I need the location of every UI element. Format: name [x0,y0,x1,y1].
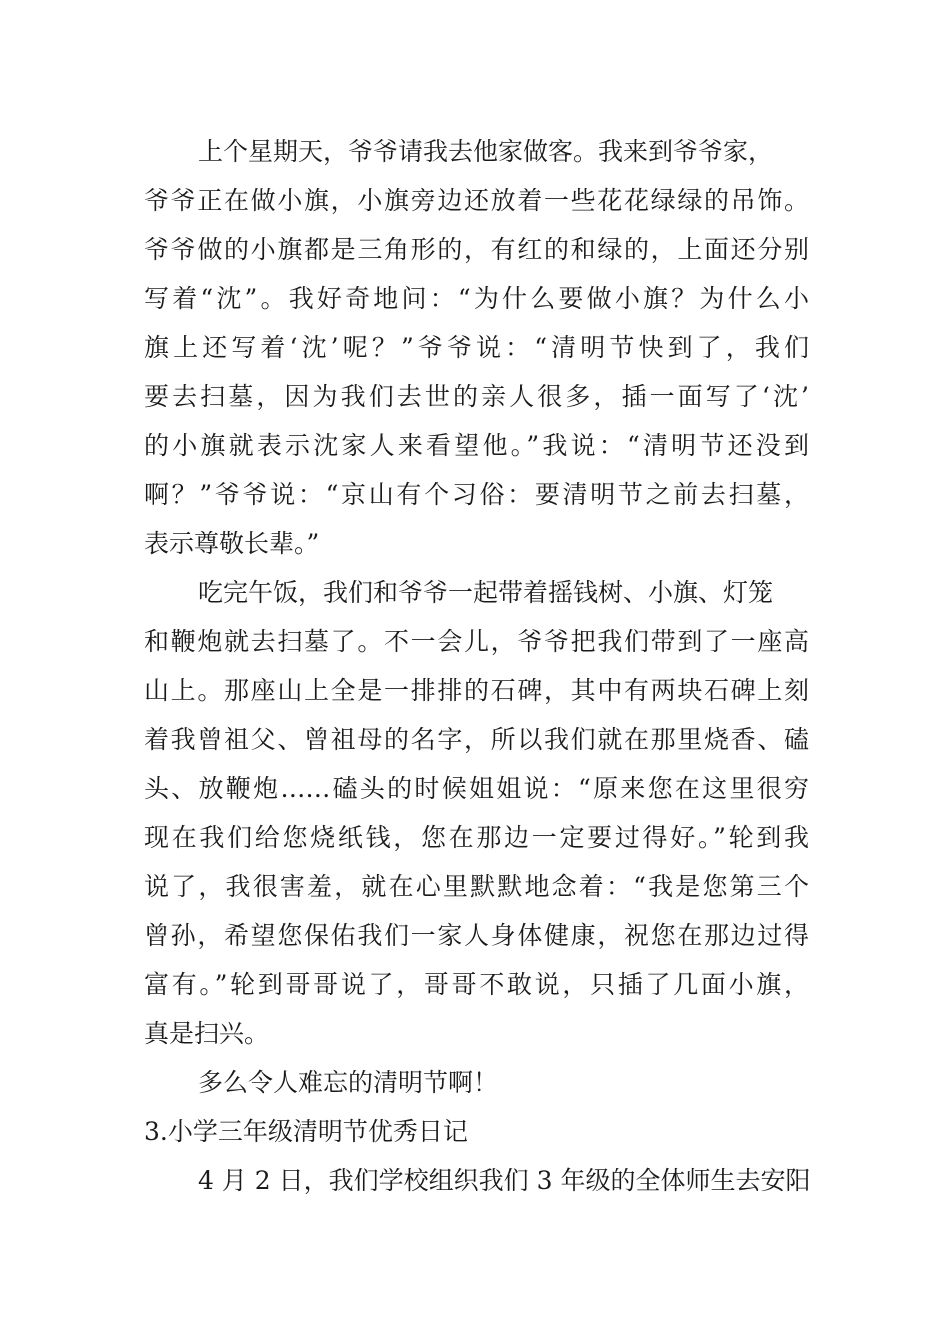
text-line: 头、放鞭炮……磕头的时候姐姐说：“原来您在这里很穷 [144,774,809,803]
text-line: 爷爷正在做小旗，小旗旁边还放着一些花花绿绿的吊饰。 [144,186,809,215]
text-line: 现在我们给您烧纸钱，您在那边一定要过得好。”轮到我 [144,823,809,852]
text-line: 着我曾祖父、曾祖母的名字，所以我们就在那里烧香、磕 [144,725,809,754]
paragraph-4 [144,1156,809,1205]
text-line: 多么令人难忘的清明节啊！ [198,1068,499,1097]
text-line: 富有。”轮到哥哥说了，哥哥不敢说，只插了几面小旗， [144,970,809,999]
section-heading [144,1107,809,1156]
paragraph-1 [144,127,809,568]
paragraph-2 [144,568,809,1058]
text-line: 真是扫兴。 [144,1019,270,1048]
heading-text: 3.小学三年级清明节优秀日记 [144,1117,468,1146]
text-line: 上个星期天，爷爷请我去他家做客。我来到爷爷家， [198,137,774,166]
text-line: 旗上还写着‘沈’呢？”爷爷说：“清明节快到了，我们 [144,333,809,362]
document-body [144,127,809,1205]
paragraph-3 [144,1058,809,1107]
text-line: 说了，我很害羞，就在心里默默地念着：“我是您第三个 [144,872,809,901]
text-line: 要去扫墓，因为我们去世的亲人很多，插一面写了‘沈’ [144,382,809,411]
text-line: 4 月 2 日，我们学校组织我们 3 年级的全体师生去安阳 [198,1166,811,1195]
text-line: 和鞭炮就去扫墓了。不一会儿，爷爷把我们带到了一座高 [144,627,809,656]
text-line: 写着“沈”。我好奇地问：“为什么要做小旗？为什么小 [144,284,809,313]
text-line: 表示尊敬长辈。” [144,529,320,558]
text-line: 山上。那座山上全是一排排的石碑，其中有两块石碑上刻 [144,676,809,705]
text-line: 啊？”爷爷说：“京山有个习俗：要清明节之前去扫墓， [144,480,809,509]
text-line: 的小旗就表示沈家人来看望他。”我说：“清明节还没到 [144,431,809,460]
text-line: 吃完午饭，我们和爷爷一起带着摇钱树、小旗、灯笼 [198,578,774,607]
text-line: 爷爷做的小旗都是三角形的，有红的和绿的，上面还分别 [144,235,809,264]
text-line: 曾孙，希望您保佑我们一家人身体健康，祝您在那边过得 [144,921,809,950]
